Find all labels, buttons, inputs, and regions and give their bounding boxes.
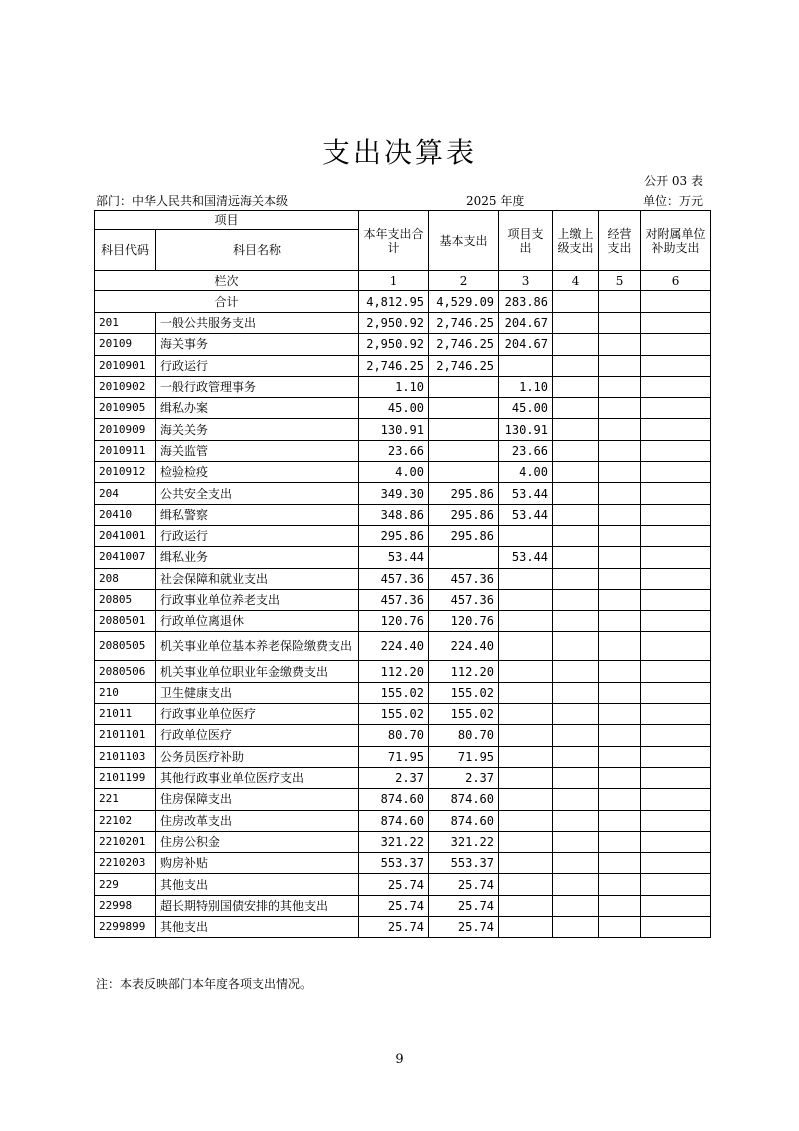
total-value: 71.95: [359, 746, 429, 767]
subject-name: 超长期特别国债安排的其他支出: [156, 895, 359, 916]
basic-value: 553.37: [429, 853, 499, 874]
total-value: 80.70: [359, 725, 429, 746]
project-value: [499, 661, 553, 682]
project-value: 45.00: [499, 398, 553, 419]
basic-value: 2,746.25: [429, 355, 499, 376]
subject-code: 204: [95, 483, 156, 504]
upper-value: [553, 398, 599, 419]
subsidiary-value: [641, 568, 711, 589]
business-value: [599, 398, 641, 419]
subsidiary-value: [641, 419, 711, 440]
header-code: 科目代码: [95, 230, 156, 271]
subsidiary-value: [641, 746, 711, 767]
total-value: 155.02: [359, 704, 429, 725]
subsidiary-value: [641, 313, 711, 334]
subject-code: 2080501: [95, 611, 156, 632]
basic-value: 2,746.25: [429, 313, 499, 334]
upper-value: [553, 831, 599, 852]
total-value: 321.22: [359, 831, 429, 852]
subsidiary-value: [641, 789, 711, 810]
table-row: [95, 440, 711, 461]
total-row: [95, 291, 711, 313]
subsidiary-value: [641, 398, 711, 419]
subject-code: 2010911: [95, 440, 156, 461]
project-value: 53.44: [499, 483, 553, 504]
subsidiary-value: [641, 704, 711, 725]
business-value: [599, 355, 641, 376]
business-value: [599, 483, 641, 504]
basic-value: 295.86: [429, 504, 499, 525]
subject-code: 201: [95, 313, 156, 334]
project-value: [499, 895, 553, 916]
business-value: [599, 440, 641, 461]
upper-value: [553, 547, 599, 568]
upper-value: [553, 334, 599, 355]
table-row: [95, 746, 711, 767]
upper-value: [553, 483, 599, 504]
upper-value: [553, 704, 599, 725]
subsidiary-value: [641, 334, 711, 355]
subsidiary-value: [641, 661, 711, 682]
basic-value: [429, 376, 499, 397]
total-value: 874.60: [359, 810, 429, 831]
subject-name: 行政单位离退休: [156, 611, 359, 632]
total-value: 53.44: [359, 547, 429, 568]
project-value: 23.66: [499, 440, 553, 461]
business-value: [599, 917, 641, 938]
basic-value: 120.76: [429, 611, 499, 632]
total-value: 25.74: [359, 917, 429, 938]
department-label: 部门：中华人民共和国清远海关本级: [96, 194, 289, 208]
basic-value: 155.02: [429, 682, 499, 703]
col-num: 6: [641, 271, 711, 291]
table-row: [95, 547, 711, 568]
page-number: 9: [395, 1052, 404, 1067]
project-value: [499, 874, 553, 895]
table-row: [95, 704, 711, 725]
basic-value: 4,529.09: [429, 291, 499, 313]
subject-code: 2041001: [95, 525, 156, 546]
project-value: [499, 831, 553, 852]
subsidiary-value: [641, 376, 711, 397]
upper-value: [553, 725, 599, 746]
col-num: 3: [499, 271, 553, 291]
business-value: [599, 589, 641, 610]
basic-value: 295.86: [429, 525, 499, 546]
subsidiary-value: [641, 462, 711, 483]
total-value: 553.37: [359, 853, 429, 874]
table-row: [95, 334, 711, 355]
upper-value: [553, 440, 599, 461]
basic-value: [429, 462, 499, 483]
subsidiary-value: [641, 483, 711, 504]
upper-value: [553, 419, 599, 440]
expenditure-table: [94, 210, 711, 938]
col-num: 4: [553, 271, 599, 291]
total-value: 23.66: [359, 440, 429, 461]
header-item: 项目: [95, 211, 359, 230]
subject-name: 行政事业单位养老支出: [156, 589, 359, 610]
subject-code: 2210201: [95, 831, 156, 852]
table-row: [95, 874, 711, 895]
subsidiary-value: [641, 611, 711, 632]
project-value: [499, 810, 553, 831]
project-value: [499, 704, 553, 725]
business-value: [599, 789, 641, 810]
subject-code: 22998: [95, 895, 156, 916]
subject-code: 2210203: [95, 853, 156, 874]
table-row: [95, 504, 711, 525]
table-row: [95, 853, 711, 874]
subsidiary-value: [641, 504, 711, 525]
subject-code: 2101103: [95, 746, 156, 767]
subject-code: 2010905: [95, 398, 156, 419]
basic-value: 2,746.25: [429, 334, 499, 355]
subsidiary-value: [641, 547, 711, 568]
header-business: 经营支出: [599, 211, 641, 271]
subject-name: 缉私业务: [156, 547, 359, 568]
subject-code: 2299899: [95, 917, 156, 938]
upper-value: [553, 525, 599, 546]
total-value: 45.00: [359, 398, 429, 419]
upper-value: [553, 853, 599, 874]
project-value: 53.44: [499, 547, 553, 568]
subsidiary-value: [641, 831, 711, 852]
basic-value: 25.74: [429, 874, 499, 895]
subject-name: 海关监管: [156, 440, 359, 461]
upper-value: [553, 874, 599, 895]
total-value: 25.74: [359, 874, 429, 895]
business-value: [599, 334, 641, 355]
business-value: [599, 895, 641, 916]
business-value: [599, 419, 641, 440]
upper-value: [553, 661, 599, 682]
col-num: 2: [429, 271, 499, 291]
upper-value: [553, 611, 599, 632]
subject-code: 2080505: [95, 632, 156, 661]
business-value: [599, 853, 641, 874]
business-value: [599, 462, 641, 483]
basic-value: 874.60: [429, 810, 499, 831]
project-value: 204.67: [499, 313, 553, 334]
subsidiary-value: [641, 440, 711, 461]
project-value: [499, 355, 553, 376]
upper-value: [553, 789, 599, 810]
project-value: [499, 525, 553, 546]
subject-code: 22102: [95, 810, 156, 831]
unit-label: 单位：万元: [642, 194, 703, 208]
subject-code: 2010912: [95, 462, 156, 483]
subject-code: 2010902: [95, 376, 156, 397]
business-value: [599, 313, 641, 334]
header-subsidiary: 对附属单位补助支出: [641, 211, 711, 271]
upper-value: [553, 767, 599, 788]
table-number: 公开 03 表: [644, 174, 703, 188]
basic-value: 25.74: [429, 917, 499, 938]
subject-name: 行政单位医疗: [156, 725, 359, 746]
total-value: 4.00: [359, 462, 429, 483]
subject-code: 2101199: [95, 767, 156, 788]
subject-code: 20109: [95, 334, 156, 355]
upper-value: [553, 313, 599, 334]
subject-name: 住房保障支出: [156, 789, 359, 810]
subject-code: 21011: [95, 704, 156, 725]
business-value: [599, 376, 641, 397]
project-value: [499, 789, 553, 810]
business-value: [599, 291, 641, 313]
upper-value: [553, 810, 599, 831]
basic-value: 80.70: [429, 725, 499, 746]
subsidiary-value: [641, 355, 711, 376]
table-row: [95, 917, 711, 938]
total-value: 224.40: [359, 632, 429, 661]
subject-name: 公务员医疗补助: [156, 746, 359, 767]
subject-name: 机关事业单位基本养老保险缴费支出: [156, 632, 359, 661]
subject-code: 20410: [95, 504, 156, 525]
upper-value: [553, 895, 599, 916]
basic-value: 295.86: [429, 483, 499, 504]
business-value: [599, 767, 641, 788]
subject-code: 2080506: [95, 661, 156, 682]
table-row: [95, 589, 711, 610]
subsidiary-value: [641, 767, 711, 788]
total-value: 457.36: [359, 589, 429, 610]
total-value: 155.02: [359, 682, 429, 703]
subject-name: 缉私办案: [156, 398, 359, 419]
table-row: [95, 611, 711, 632]
basic-value: [429, 398, 499, 419]
project-value: [499, 682, 553, 703]
header-total: 本年支出合计: [359, 211, 429, 271]
business-value: [599, 525, 641, 546]
upper-value: [553, 746, 599, 767]
subject-code: 20805: [95, 589, 156, 610]
basic-value: [429, 440, 499, 461]
header-project: 项目支出: [499, 211, 553, 271]
project-value: [499, 611, 553, 632]
subject-name: 行政事业单位医疗: [156, 704, 359, 725]
business-value: [599, 504, 641, 525]
project-value: [499, 917, 553, 938]
business-value: [599, 725, 641, 746]
table-row: [95, 398, 711, 419]
table-row: [95, 661, 711, 682]
business-value: [599, 632, 641, 661]
table-row: [95, 568, 711, 589]
project-value: 130.91: [499, 419, 553, 440]
business-value: [599, 568, 641, 589]
table-row: [95, 767, 711, 788]
table-row: [95, 725, 711, 746]
subject-code: 2010909: [95, 419, 156, 440]
subsidiary-value: [641, 874, 711, 895]
basic-value: 874.60: [429, 789, 499, 810]
project-value: [499, 725, 553, 746]
subject-name: 卫生健康支出: [156, 682, 359, 703]
table-row: [95, 682, 711, 703]
total-value: 130.91: [359, 419, 429, 440]
basic-value: 321.22: [429, 831, 499, 852]
business-value: [599, 547, 641, 568]
table-row: [95, 831, 711, 852]
basic-value: 457.36: [429, 568, 499, 589]
upper-value: [553, 504, 599, 525]
table-row: [95, 313, 711, 334]
subject-code: 210: [95, 682, 156, 703]
table-row: [95, 525, 711, 546]
table-row: [95, 789, 711, 810]
total-value: 120.76: [359, 611, 429, 632]
upper-value: [553, 355, 599, 376]
project-value: [499, 767, 553, 788]
project-value: [499, 568, 553, 589]
header-basic: 基本支出: [429, 211, 499, 271]
table-row: [95, 632, 711, 661]
business-value: [599, 874, 641, 895]
col-num: 5: [599, 271, 641, 291]
total-value: 4,812.95: [359, 291, 429, 313]
total-value: 457.36: [359, 568, 429, 589]
subject-code: 2010901: [95, 355, 156, 376]
year-label: 2025 年度: [466, 194, 525, 208]
basic-value: 2.37: [429, 767, 499, 788]
subject-code: 208: [95, 568, 156, 589]
business-value: [599, 611, 641, 632]
subsidiary-value: [641, 291, 711, 313]
upper-value: [553, 462, 599, 483]
business-value: [599, 831, 641, 852]
total-value: 295.86: [359, 525, 429, 546]
subject-name: 社会保障和就业支出: [156, 568, 359, 589]
subject-code: 221: [95, 789, 156, 810]
subsidiary-value: [641, 853, 711, 874]
total-value: 25.74: [359, 895, 429, 916]
project-value: [499, 746, 553, 767]
basic-value: [429, 547, 499, 568]
subsidiary-value: [641, 682, 711, 703]
col-num: 1: [359, 271, 429, 291]
table-row: [95, 376, 711, 397]
subject-name: 其他支出: [156, 917, 359, 938]
subject-name: 其他行政事业单位医疗支出: [156, 767, 359, 788]
upper-value: [553, 376, 599, 397]
subsidiary-value: [641, 725, 711, 746]
subsidiary-value: [641, 632, 711, 661]
total-value: 2.37: [359, 767, 429, 788]
total-value: 112.20: [359, 661, 429, 682]
header-upper: 上缴上级支出: [553, 211, 599, 271]
upper-value: [553, 682, 599, 703]
subject-name: 缉私警察: [156, 504, 359, 525]
upper-value: [553, 589, 599, 610]
project-value: 204.67: [499, 334, 553, 355]
basic-value: 25.74: [429, 895, 499, 916]
project-value: [499, 853, 553, 874]
header-name: 科目名称: [156, 230, 359, 271]
total-value: 1.10: [359, 376, 429, 397]
upper-value: [553, 917, 599, 938]
subject-name: 住房公积金: [156, 831, 359, 852]
total-value: 2,950.92: [359, 334, 429, 355]
table-row: [95, 419, 711, 440]
subject-name: 海关关务: [156, 419, 359, 440]
subject-code: 2041007: [95, 547, 156, 568]
subject-code: 229: [95, 874, 156, 895]
total-value: 2,950.92: [359, 313, 429, 334]
subject-name: 行政运行: [156, 355, 359, 376]
subsidiary-value: [641, 525, 711, 546]
subject-name: 一般行政管理事务: [156, 376, 359, 397]
upper-value: [553, 291, 599, 313]
subsidiary-value: [641, 895, 711, 916]
subject-name: 一般公共服务支出: [156, 313, 359, 334]
project-value: 53.44: [499, 504, 553, 525]
upper-value: [553, 632, 599, 661]
subject-name: 公共安全支出: [156, 483, 359, 504]
subsidiary-value: [641, 917, 711, 938]
business-value: [599, 746, 641, 767]
basic-value: 457.36: [429, 589, 499, 610]
subject-name: 检验检疫: [156, 462, 359, 483]
total-value: 874.60: [359, 789, 429, 810]
project-value: [499, 632, 553, 661]
basic-value: 224.40: [429, 632, 499, 661]
table-row: [95, 355, 711, 376]
table-row: [95, 810, 711, 831]
business-value: [599, 682, 641, 703]
subject-name: 其他支出: [156, 874, 359, 895]
subsidiary-value: [641, 589, 711, 610]
business-value: [599, 810, 641, 831]
subject-name: 行政运行: [156, 525, 359, 546]
project-value: [499, 589, 553, 610]
basic-value: 155.02: [429, 704, 499, 725]
business-value: [599, 661, 641, 682]
subject-name: 住房改革支出: [156, 810, 359, 831]
project-value: 1.10: [499, 376, 553, 397]
project-value: 4.00: [499, 462, 553, 483]
upper-value: [553, 568, 599, 589]
subject-name: 购房补贴: [156, 853, 359, 874]
row-label: 栏次: [95, 271, 359, 291]
subject-name: 机关事业单位职业年金缴费支出: [156, 661, 359, 682]
subsidiary-value: [641, 810, 711, 831]
page-title: 支出决算表: [321, 136, 477, 169]
basic-value: 71.95: [429, 746, 499, 767]
footnote: 注：本表反映部门本年度各项支出情况。: [96, 977, 313, 991]
subject-name: 海关事务: [156, 334, 359, 355]
basic-value: [429, 419, 499, 440]
total-value: 2,746.25: [359, 355, 429, 376]
table-row: [95, 462, 711, 483]
subject-code: 2101101: [95, 725, 156, 746]
table-row: [95, 483, 711, 504]
business-value: [599, 704, 641, 725]
total-label: 合计: [95, 291, 359, 313]
basic-value: 112.20: [429, 661, 499, 682]
table-row: [95, 895, 711, 916]
total-value: 348.86: [359, 504, 429, 525]
total-value: 349.30: [359, 483, 429, 504]
project-value: 283.86: [499, 291, 553, 313]
